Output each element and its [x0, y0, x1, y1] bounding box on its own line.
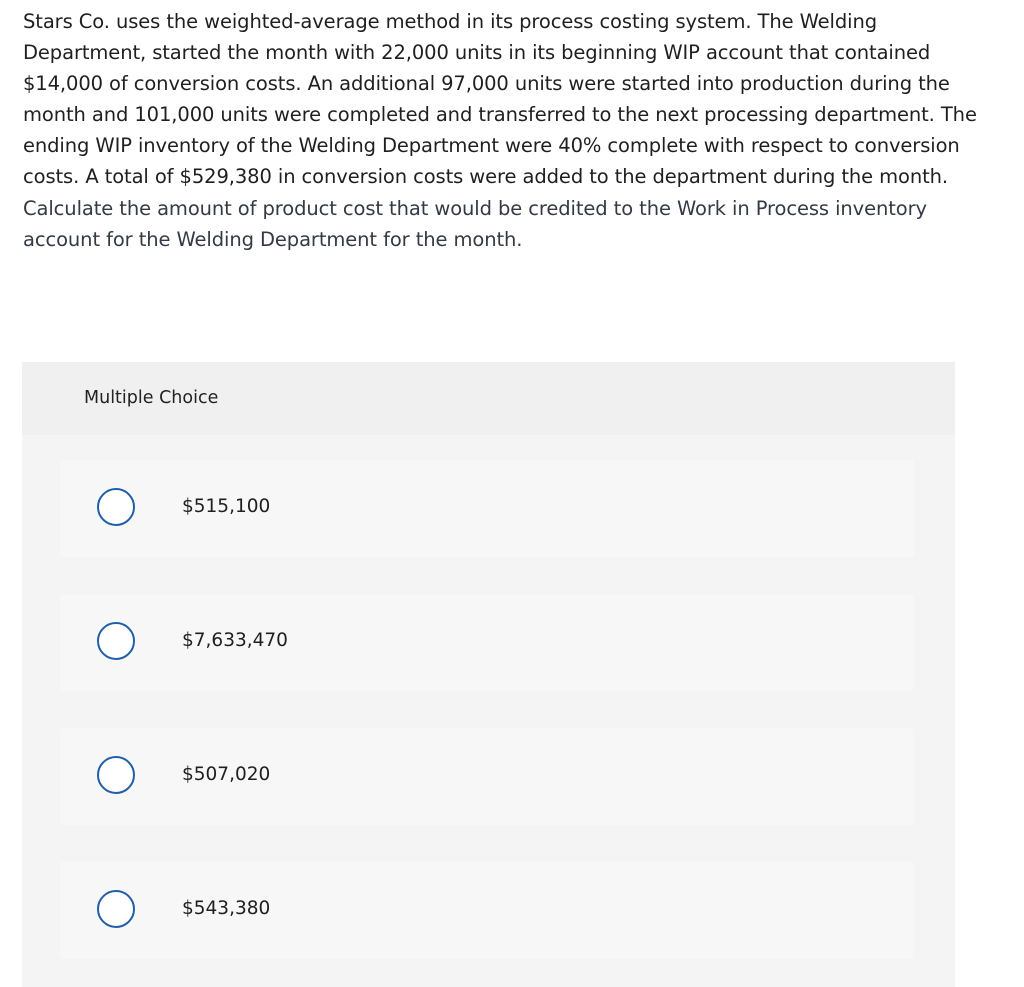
- choice-label: $515,100: [182, 496, 271, 517]
- radio-button-icon[interactable]: [97, 756, 135, 794]
- question-block: [23, 6, 983, 255]
- choice-option-1[interactable]: [60, 460, 914, 557]
- multiple-choice-header: [22, 362, 955, 435]
- choice-label: $543,380: [182, 898, 271, 919]
- multiple-choice-panel: [22, 362, 955, 987]
- multiple-choice-title: Multiple Choice: [84, 388, 219, 408]
- radio-button-icon[interactable]: [97, 890, 135, 928]
- choice-label: $507,020: [182, 764, 271, 785]
- question-body: Stars Co. uses the weighted-average method in its process costing system. The Welding Department, started the month with 22,000 units in its beginning WIP account that contained $14,000 of conversion costs. An additional 97,000 units were started into production during the month and 101,000 units were completed and transferred to the next processing department. The ending WIP inventory of the Welding Department were 40% complete with respect to conversion costs. A total of $529,380 in conversion costs were added to the department during the month.: [23, 10, 977, 189]
- choice-option-4[interactable]: [60, 862, 914, 959]
- radio-button-icon[interactable]: [97, 488, 135, 526]
- choice-option-3[interactable]: [60, 728, 914, 825]
- radio-button-icon[interactable]: [97, 622, 135, 660]
- choice-label: $7,633,470: [182, 630, 288, 651]
- choice-option-2[interactable]: [60, 594, 914, 691]
- question-prompt: Calculate the amount of product cost that would be credited to the Work in Process inventory account for the Welding Department for the month.: [23, 196, 927, 251]
